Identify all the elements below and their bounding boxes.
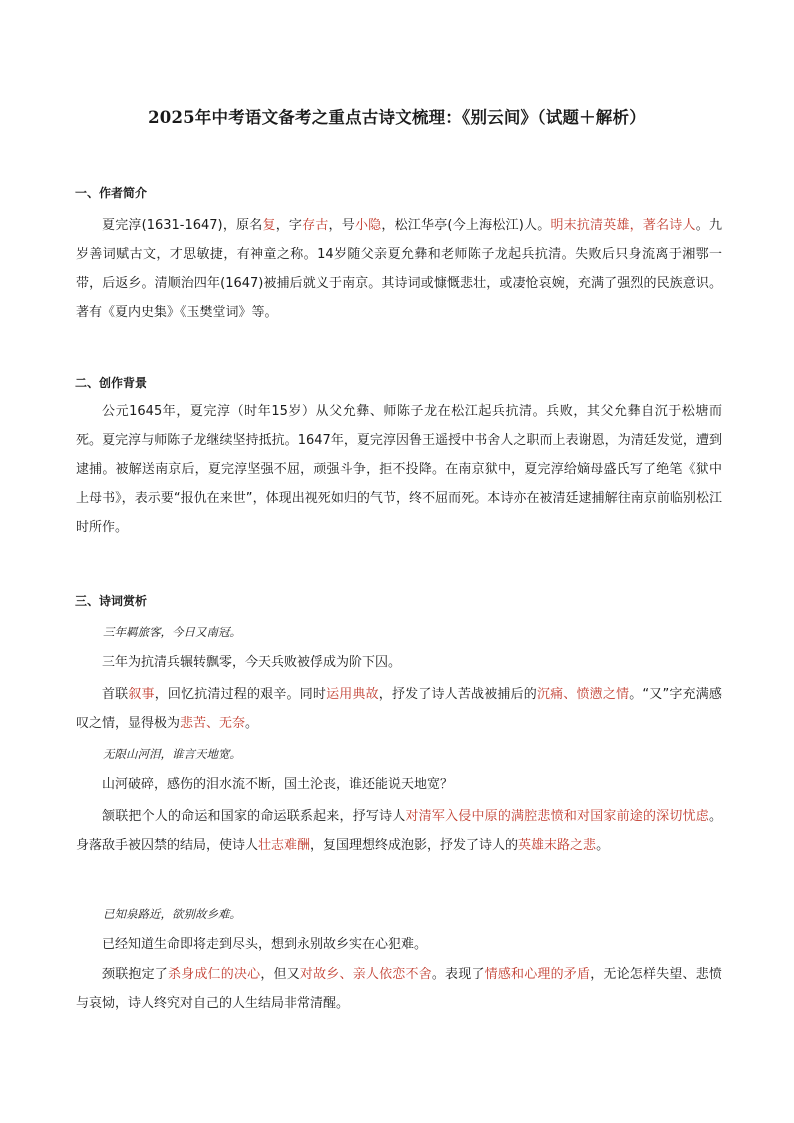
author-intro-paragraph [76, 211, 722, 327]
translation-3: 已经知道生命即将走到尽头，想到永别故乡实在心犯难。 [102, 937, 428, 952]
text-run: ，复国理想终成泡影，抒发了诗人的 [310, 838, 519, 853]
text-run: ，但又 [260, 967, 300, 982]
text-run-highlight: 存古 [302, 218, 329, 233]
text-run: 夏完淳(1631-1647)，原名 [102, 218, 263, 233]
text-run-highlight: 明末抗清英雄，著名诗人 [550, 218, 696, 233]
text-run: ，字 [275, 218, 303, 233]
text-run: 。身落敌手被囚禁的结局，使诗人 [76, 809, 722, 853]
text-run: 首联 [102, 687, 129, 702]
section-heading-background: 二、创作背景 [75, 376, 148, 390]
text-run: ，无论怎样失望、悲愤与哀恸，诗人终究对自己的人生结局非常清醒。 [76, 967, 722, 1011]
text-run-highlight: 叙事 [128, 687, 155, 702]
text-run: ，回忆抗清过程的艰辛。同时 [154, 687, 327, 702]
text-run: 。九岁善词赋古文，才思敏捷，有神童之称。14岁随父亲夏允彝和老师陈子龙起兵抗清。失败后只身流离于湘鄂一带，后返乡。清顺治四年(1647)被捕后就义于南京。其诗词或慷慨悲壮，或凄怆哀婉，充满了强烈的民族意识。著有《夏内史集》《玉樊堂词》等。 [76, 218, 722, 320]
document-title: 2025年中考语文备考之重点古诗文梳理：《别云间》（试题＋解析） [148, 108, 646, 127]
section-heading-appreciation: 三、诗词赏析 [75, 594, 148, 608]
translation-1: 三年为抗清兵辗转飘零，今天兵败被俘成为阶下囚。 [102, 655, 402, 670]
text-run-highlight: 运用典故 [326, 687, 379, 702]
text-run-highlight: 悲苦、无奈 [180, 716, 246, 731]
background-paragraph: 公元1645年，夏完淳（时年15岁）从父允彝、师陈子龙在松江起兵抗清。兵败，其父允彝自沉于松塘而死。夏完淳与师陈子龙继续坚持抵抗。1647年，夏完淳因鲁王遥授中书舍人之职而上表谢恩，为清廷发觉，遭到逮捕。被解送南京后，夏完淳坚强不屈，顽强斗争，拒不投降。在南京狱中，夏完淳给嫡母盛氏写了绝笔《狱中上母书》，表示要“报仇在来世”，体现出视死如归的气节，终不屈而死。本诗亦在被清廷逮捕解往南京前临别松江时所作。 [76, 404, 722, 535]
text-run-highlight: 复 [262, 218, 276, 233]
text-run-highlight: 对清军入侵中原的满腔悲愤和对国家前途的深切忧虑 [405, 809, 709, 824]
analysis-3 [76, 960, 722, 1018]
text-run: 颔联把个人的命运和国家的命运联系起来，抒写诗人 [102, 809, 406, 824]
text-run-highlight: 对故乡、亲人依恋不舍 [299, 967, 432, 982]
text-run-highlight: 英雄末路之悲 [518, 838, 597, 853]
poem-line-2: 无限山河泪，谁言天地宽。 [103, 747, 241, 761]
analysis-2 [76, 802, 722, 860]
text-run-highlight: 小隐 [354, 218, 382, 233]
poem-line-3: 已知泉路近，欲别故乡难。 [103, 907, 241, 921]
text-run: 。“又”字充满感叹之情，显得极为 [76, 687, 722, 731]
text-run: ，号 [328, 218, 355, 233]
text-run: 。 [245, 716, 259, 731]
text-run: ，抒发了诗人苦战被捕后的 [378, 687, 537, 702]
text-run-highlight: 杀身成仁的决心 [167, 967, 261, 982]
text-run: 。 [596, 838, 610, 853]
section-heading-author: 一、作者简介 [75, 186, 148, 200]
translation-2: 山河破碎，感伤的泪水流不断，国土沦丧，谁还能说天地宽？ [102, 777, 454, 792]
text-run-highlight: 沉痛、愤懑之情 [536, 687, 630, 702]
text-run: 颈联抱定了 [102, 967, 168, 982]
text-run: 。表现了 [431, 967, 485, 982]
text-run-highlight: 情感和心理的矛盾 [484, 967, 591, 982]
text-run: ，松江华亭(今上海松江)人。 [381, 218, 551, 233]
analysis-1 [76, 680, 722, 738]
text-run-highlight: 壮志难酬 [258, 838, 311, 853]
poem-line-1: 三年羁旅客，今日又南冠。 [103, 625, 241, 639]
